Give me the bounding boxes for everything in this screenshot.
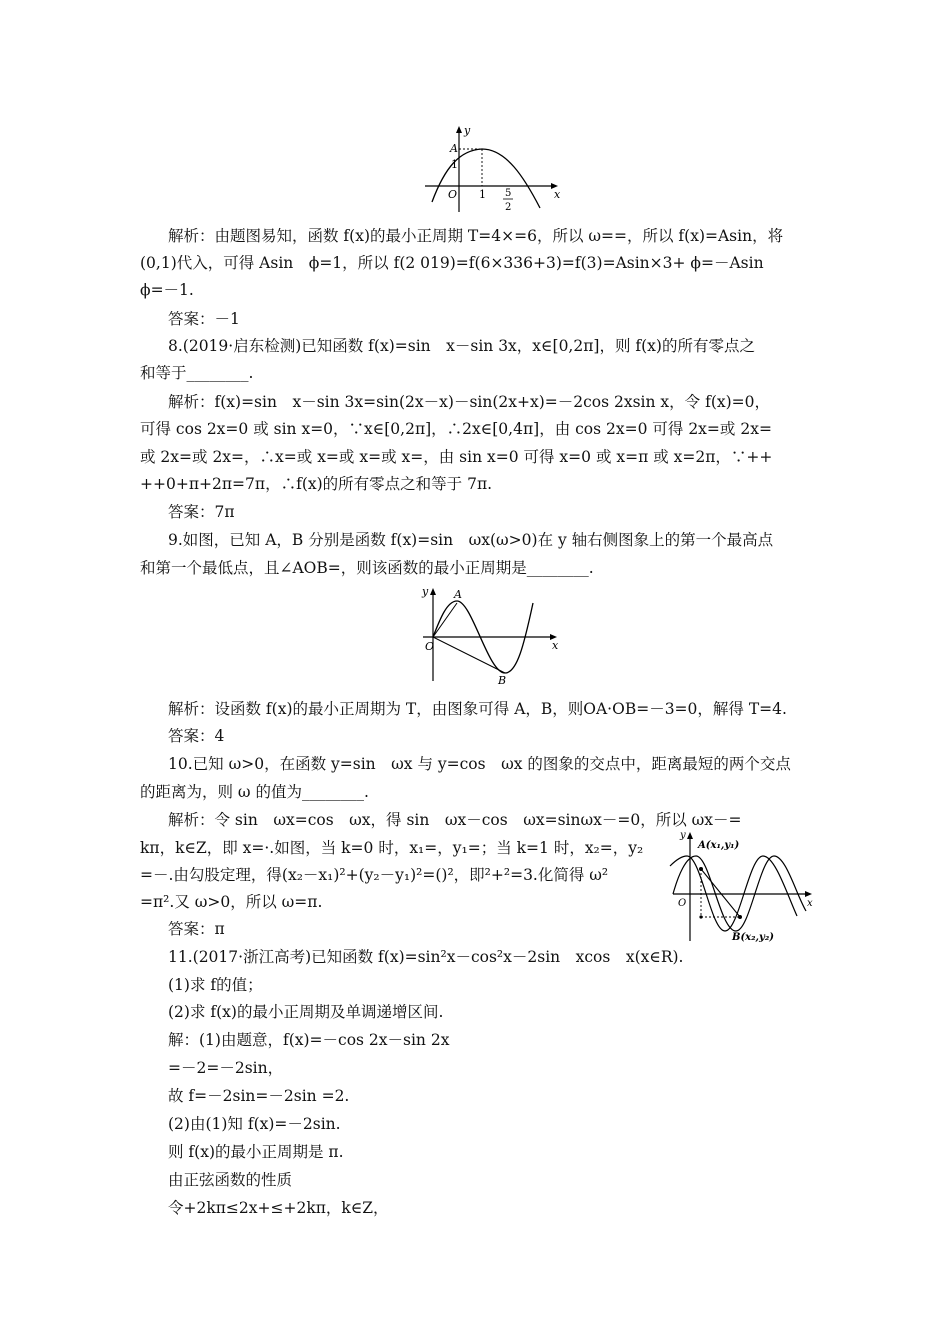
q11-solution-line-3: 故 f=－2sin=－2sin =2.	[168, 1087, 350, 1105]
q10-analysis-line-1: 解析：令 sin ωx=cos ωx，得 sin ωx－cos ωx=sinωx－=0，所以 ωx－=	[168, 811, 742, 829]
q8-answer: 答案：7π	[168, 503, 235, 521]
q8-stem-line-1: 8.(2019·启东检测)已知函数 f(x)=sin x－sin 3x，x∈[0,2π]，则 f(x)的所有零点之	[168, 337, 755, 355]
figure-sine-graph-2	[420, 583, 565, 688]
q11-part-2: (2)求 f(x)的最小正周期及单调递增区间.	[168, 1003, 444, 1021]
q7-answer: 答案：－1	[168, 310, 240, 328]
q11-stem: 11.(2017·浙江高考)已知函数 f(x)=sin²x－cos²x－2sin xcos x(x∈R).	[168, 948, 684, 966]
fig1-y-label: y	[464, 124, 471, 137]
fig2-x-label: x	[552, 639, 559, 652]
q9-stem-line-1: 9.如图，已知 A，B 分别是函数 f(x)=sin ωx(ω>0)在 y 轴右侧图象上的第一个最高点	[168, 531, 774, 549]
fig3-x-label: x	[807, 898, 813, 909]
q11-solution-line-1: 解：(1)由题意，f(x)=－cos 2x－sin 2x	[168, 1031, 450, 1049]
q11-solution-line-5: 则 f(x)的最小正周期是 π.	[168, 1143, 344, 1161]
fig3-origin-label: O	[678, 898, 687, 909]
q7-analysis-line-2: (0,1)代入，可得 Asin ϕ=1，所以 f(2 019)=f(6×336+3)=f(3)=Asin×3+ ϕ=－Asin	[140, 254, 764, 272]
q10-analysis-line-2: kπ，k∈Z，即 x=·.如图，当 k=0 时，x₁=，y₁=；当 k=1 时，x₂=，y₂	[140, 839, 644, 857]
fig3-a-label: A(x₁,y₁)	[698, 840, 740, 851]
fig1-one-x-label: 1	[479, 188, 486, 201]
fig1-x-label: x	[554, 188, 561, 201]
q8-analysis-line-4: ++0+π+2π=7π，∴f(x)的所有零点之和等于 7π.	[140, 475, 493, 493]
q11-solution-line-7: 令+2kπ≤2x+≤+2kπ，k∈Z，	[168, 1199, 389, 1217]
q11-part-1: (1)求 f的值；	[168, 976, 263, 994]
fig2-b-label: B	[498, 674, 507, 687]
q7-analysis-line-1: 解析：由题图易知，函数 f(x)的最小正周期 T=4×=6，所以 ω==，所以 f(x)=Asin，将	[168, 227, 784, 245]
q10-analysis-line-3: =－.由勾股定理，得(x₂－x₁)²+(y₂－y₁)²=()²，即²+²=3.化简得 ω²	[140, 866, 609, 884]
q10-stem-line-2: 的距离为，则 ω 的值为________.	[140, 783, 369, 801]
q10-answer: 答案：π	[168, 920, 225, 938]
q8-analysis-line-2: 可得 cos 2x=0 或 sin x=0，∵x∈[0,2π]，∴2x∈[0,4π]，由 cos 2x=0 可得 2x=或 2x=	[140, 420, 772, 438]
fig1-a-label: A	[450, 142, 458, 155]
q8-stem-line-2: 和等于________.	[140, 364, 254, 382]
q9-stem-line-2: 和第一个最低点，且∠AOB=，则该函数的最小正周期是________.	[140, 559, 594, 577]
figure-sine-graph-1	[420, 122, 565, 214]
fig2-y-label: y	[422, 585, 429, 598]
q9-analysis: 解析：设函数 f(x)的最小正周期为 T，由图象可得 A，B，则OA·OB=－3=0，解得 T=4.	[168, 700, 787, 718]
fig1-frac-num: 5	[505, 188, 512, 199]
q11-solution-line-4: (2)由(1)知 f(x)=－2sin.	[168, 1115, 341, 1133]
fig1-frac-den: 2	[505, 202, 512, 213]
fig2-a-label: A	[454, 588, 462, 601]
q7-analysis-line-3: ϕ=－1.	[140, 281, 194, 299]
q8-analysis-line-1: 解析：f(x)=sin x－sin 3x=sin(2x－x)－sin(2x+x)=－2cos 2xsin x，令 f(x)=0，	[168, 393, 771, 411]
fig3-y-label: y	[680, 830, 686, 841]
q11-solution-line-2: =－2=－2sin，	[168, 1059, 284, 1077]
q11-solution-line-6: 由正弦函数的性质	[168, 1171, 293, 1189]
fig1-one-y-label: 1	[451, 158, 458, 171]
fig1-origin-label: O	[448, 188, 458, 201]
q8-analysis-line-3: 或 2x=或 2x=，∴x=或 x=或 x=或 x=，由 sin x=0 可得 x=0 或 x=π 或 x=2π，∵++	[140, 448, 773, 466]
fig2-origin-label: O	[425, 640, 435, 653]
figure-sin-cos-intersection	[668, 826, 818, 946]
q10-stem-line-1: 10.已知 ω>0，在函数 y=sin ωx 与 y=cos ωx 的图象的交点中，距离最短的两个交点	[168, 755, 791, 773]
fig3-b-label: B(x₂,y₂)	[732, 932, 774, 943]
q10-analysis-line-4: =π².又 ω>0，所以 ω=π.	[140, 893, 323, 911]
q9-answer: 答案：4	[168, 727, 225, 745]
